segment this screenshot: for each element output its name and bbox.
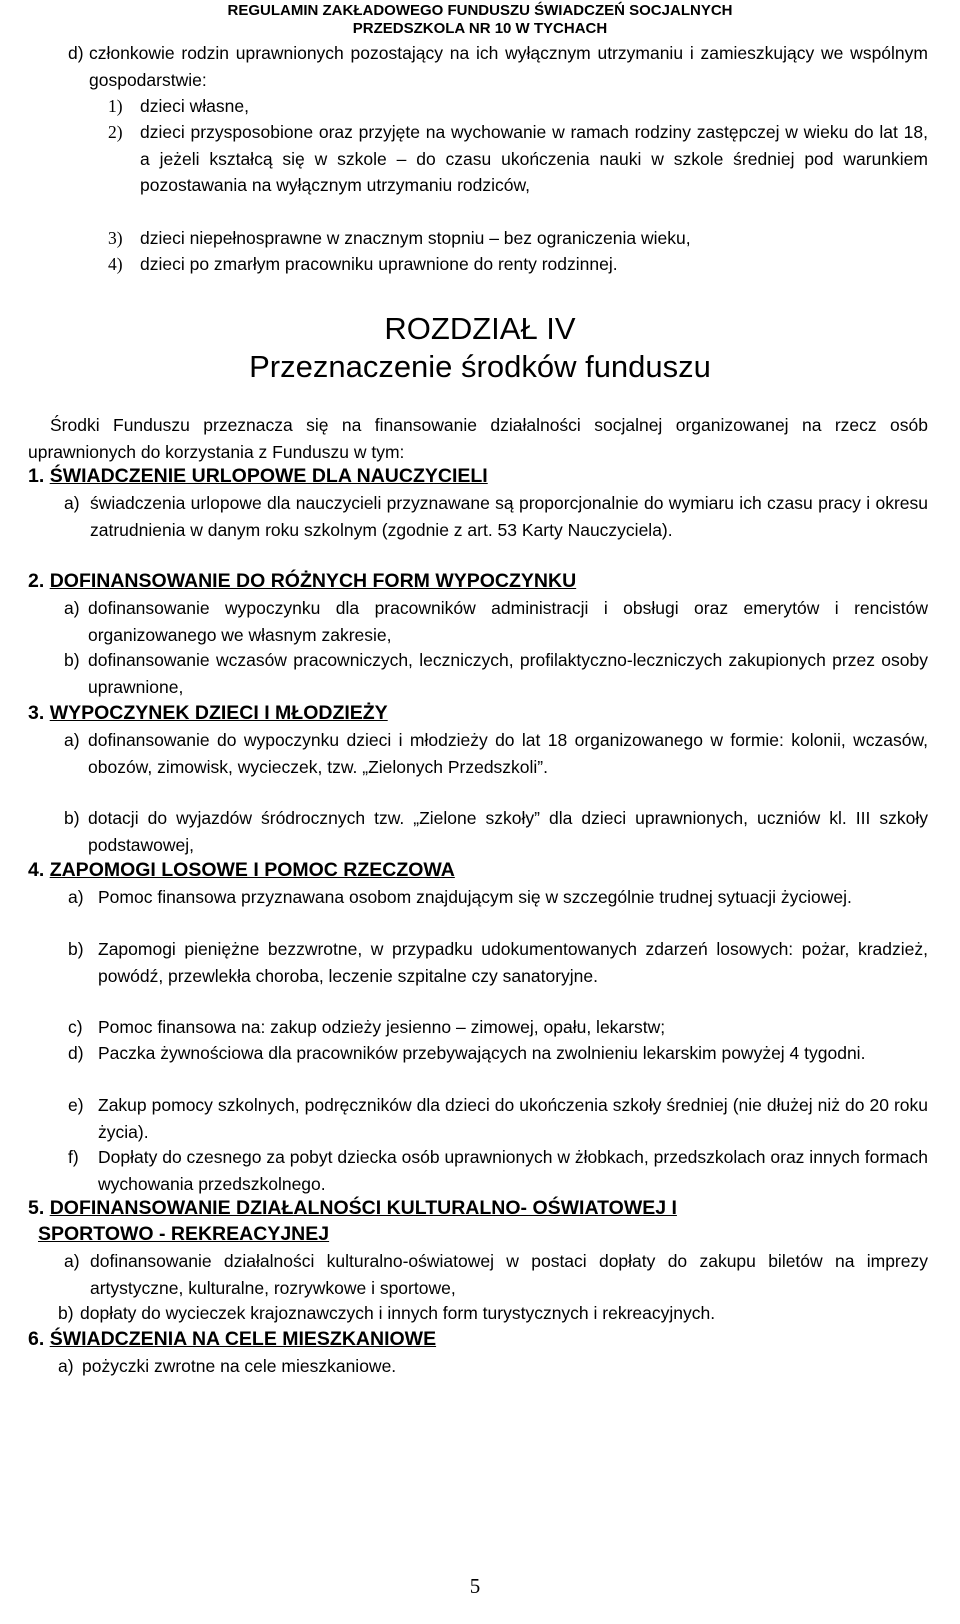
intro-subitem-text: dzieci niepełnosprawne w znacznym stopniu – bez ograniczenia wieku, [140,228,691,248]
chapter-title: ROZDZIAŁ IV [384,311,576,346]
item-text: dofinansowanie działalności kulturalno-oświatowej w postaci dopłaty do zakupu biletów na imprezy artystyczne, kulturalne, rozrywkowe i sportowe, [90,1251,928,1298]
section-number: 1. [28,465,45,487]
item-text: Dopłaty do czesnego za pobyt dziecka osób uprawnionych w żłobkach, przedszkolach oraz innych formach wychowania przedszkolnego. [98,1147,928,1194]
item-label: a) [64,493,80,513]
section-3-item-a [64,727,928,780]
section-number: 3. [28,702,45,724]
section-5-heading-continued [38,1221,329,1248]
item-text: dofinansowanie wypoczynku dla pracowników administracji i obsługi oraz emerytów i rencistów organizowanego we własnym zakresie, [88,598,928,645]
intro-subitem-4 [108,251,928,278]
item-label: a) [64,1251,80,1271]
intro-subitem-number: 4) [108,254,123,274]
item-text: Paczka żywnościowa dla pracowników przebywających na zwolnieniu lekarskim powyżej 4 tygodni. [98,1043,866,1063]
intro-subitem-1 [108,93,928,120]
item-text: dotacji do wyjazdów śródrocznych tzw. „Zielone szkoły” dla dzieci uprawnionych, uczniów kl. III szkoły podstawowej, [88,808,928,855]
item-text: Pomoc finansowa przyznawana osobom znajdującym się w szczególnie trudnej sytuacji życiowej. [98,887,852,907]
item-label: e) [68,1095,84,1115]
document-header-institution: PRZEDSZKOLA NR 10 W TYCHACH [352,20,608,37]
section-4-item-f [68,1144,928,1197]
item-text: Zapomogi pieniężne bezzwrotne, w przypadku udokumentowanych zdarzeń losowych: pożar, kradzież, powódź, przewlekła choroba, leczenie szpitalne czy sanatoryjne. [98,939,928,986]
section-number: 6. [28,1328,45,1350]
document-header-title: REGULAMIN ZAKŁADOWEGO FUNDUSZU ŚWIADCZEŃ SOCJALNYCH [227,2,733,19]
intro-item-d-text: członkowie rodzin uprawnionych pozostający na ich wyłącznym utrzymaniu i zamieszkujący we wspólnym gospodarstwie: [89,43,928,90]
item-text: Zakup pomocy szkolnych, podręczników dla dzieci do ukończenia szkoły średniej (nie dłużej niż do 20 roku życia). [98,1095,928,1142]
section-title: ŚWIADCZENIE URLOPOWE DLA NAUCZYCIELI [49,465,488,487]
section-title: ZAPOMOGI LOSOWE I POMOC RZECZOWA [49,859,455,881]
intro-subitem-2 [108,119,928,199]
intro-subitem-text: dzieci po zmarłym pracowniku uprawnione do renty rodzinnej. [140,254,618,274]
item-label: a) [64,598,80,618]
item-label: c) [68,1017,83,1037]
section-4-item-a [68,884,928,911]
section-6-heading [28,1326,436,1353]
section-4-item-e [68,1092,928,1145]
section-5-item-a [64,1248,928,1301]
section-5-heading [28,1195,677,1222]
section-3-heading [28,700,388,727]
item-label: b) [68,939,84,959]
section-2-item-a [64,595,928,648]
page-number: 5 [469,1574,481,1598]
section-number: 2. [28,570,45,592]
item-label: a) [64,730,80,750]
item-text: dopłaty do wycieczek krajoznawczych i innych form turystycznych i rekreacyjnych. [80,1303,716,1323]
intro-subitem-text: dzieci przysposobione oraz przyjęte na wychowanie w ramach rodziny zastępczej w wieku do lat 18, a jeżeli kształcą się w szkole – do czasu ukończenia nauki w szkole średniej pod warunkiem pozostawania na wyłącznym utrzymaniu rodziców, [140,122,928,195]
intro-item-d [68,40,928,93]
section-4-item-b [68,936,928,989]
section-title: DOFINANSOWANIE DZIAŁALNOŚCI KULTURALNO- OŚWIATOWEJ I [49,1197,677,1219]
section-4-item-d [68,1040,928,1067]
intro-item-d-label: d) [68,43,84,63]
section-1-item-a [64,490,928,543]
section-title: WYPOCZYNEK DZIECI I MŁODZIEŻY [49,702,388,724]
item-text: dofinansowanie do wypoczynku dzieci i młodzieży do lat 18 organizowanego w formie: kolonii, wczasów, obozów, zimowisk, wycieczek, tzw. „Zielonych Przedszkoli”. [88,730,928,777]
intro-subitem-number: 1) [108,96,123,116]
item-label: a) [58,1356,74,1376]
item-text: pożyczki zwrotne na cele mieszkaniowe. [82,1356,397,1376]
section-4-item-c [68,1014,928,1041]
item-label: f) [68,1147,79,1167]
section-number: 4. [28,859,45,881]
chapter-subtitle: Przeznaczenie środków funduszu [249,349,711,384]
item-label: b) [58,1303,74,1323]
intro-subitem-text: dzieci własne, [140,96,249,116]
section-title: ŚWIADCZENIA NA CELE MIESZKANIOWE [49,1328,437,1350]
item-label: b) [64,650,80,670]
intro-subitem-number: 2) [108,122,123,142]
section-1-heading [28,463,488,490]
intro-subitem-number: 3) [108,228,123,248]
intro-subitem-3 [108,225,928,252]
item-label: b) [64,808,80,828]
item-text: świadczenia urlopowe dla nauczycieli przyznawane są proporcjonalnie do wymiaru ich czasu pracy i okresu zatrudnienia w danym roku szkolnym (zgodnie z art. 53 Karty Nauczyciela). [90,493,928,540]
section-4-heading [28,857,455,884]
section-title: DOFINANSOWANIE DO RÓŻNYCH FORM WYPOCZYNKU [49,570,577,592]
section-6-item-a [58,1353,928,1380]
section-2-heading [28,568,576,595]
section-number: 5. [28,1197,45,1219]
section-title-continued: SPORTOWO - REKREACYJNEJ [38,1223,330,1245]
item-label: d) [68,1043,84,1063]
item-text: dofinansowanie wczasów pracowniczych, leczniczych, profilaktyczno-leczniczych zakupionych przez osoby uprawnione, [88,650,928,697]
item-label: a) [68,887,84,907]
item-text: Pomoc finansowa na: zakup odzieży jesienno – zimowej, opału, lekarstw; [98,1017,666,1037]
section-2-item-b [64,647,928,700]
section-3-item-b [64,805,928,858]
lead-paragraph: Środki Funduszu przeznacza się na finansowanie działalności socjalnej organizowanej na rzecz osób uprawnionych do korzystania z Funduszu w tym: [28,415,928,462]
section-5-item-b [58,1300,928,1327]
